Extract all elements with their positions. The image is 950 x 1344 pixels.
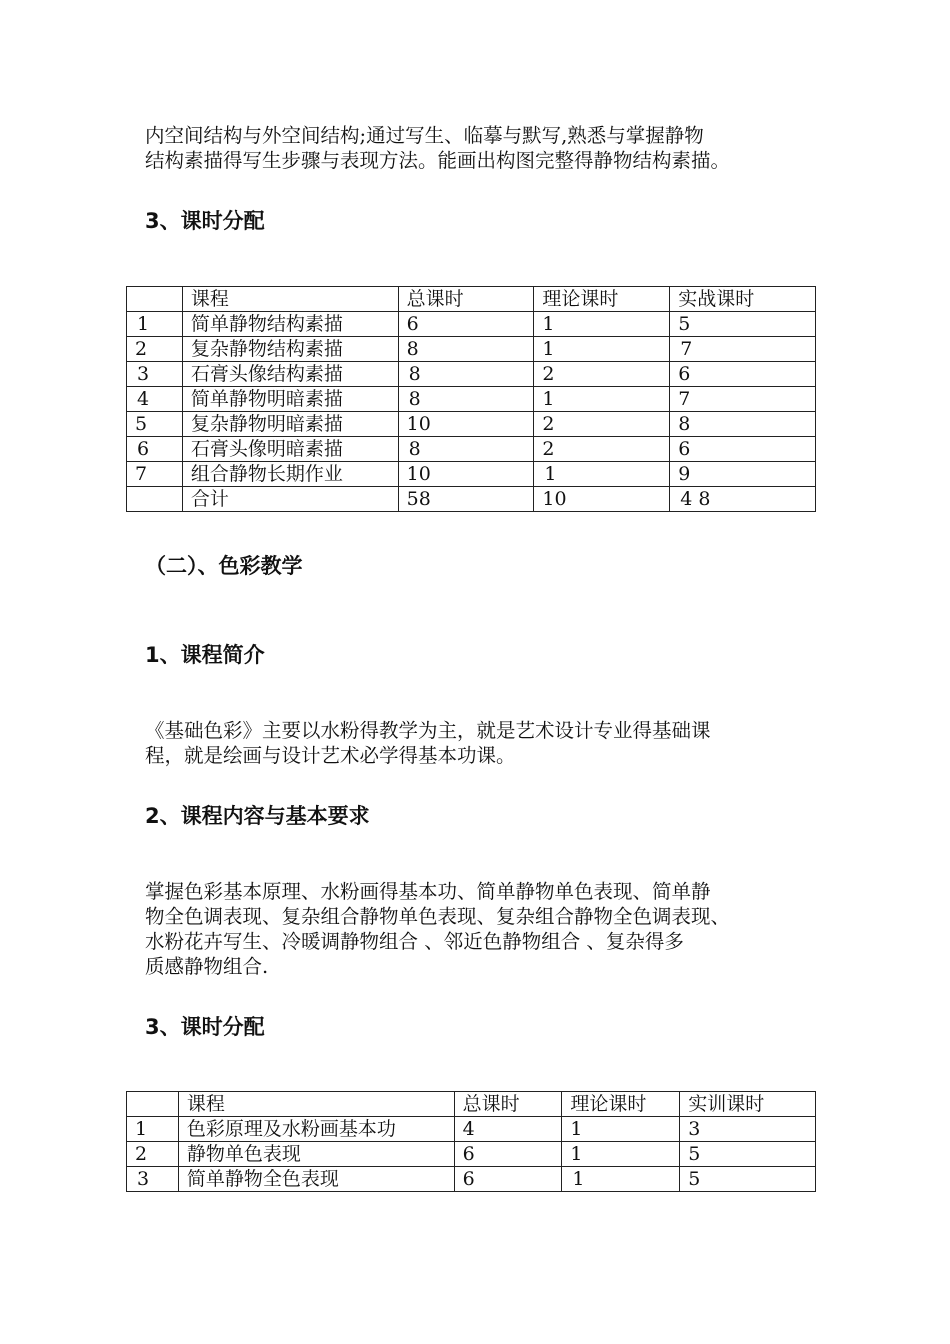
table-cell: 石膏头像结构素描 [182,362,398,387]
table-row [127,412,816,437]
table-row [127,437,816,462]
schedule-heading: 3、课时分配 [145,209,265,233]
table-cell: 4 [454,1117,562,1142]
intro-line: 内空间结构与外空间结构;通过写生、临摹与默写,熟悉与掌握静物 [145,124,704,147]
schedule-heading-2: 3、课时分配 [145,1015,265,1039]
table-row [127,387,816,412]
table-cell: 10 [398,412,534,437]
sketch-hours-table [126,286,816,512]
header-cell [127,1092,179,1117]
table-cell: 3 [680,1117,816,1142]
course-content-heading: 2、课程内容与基本要求 [145,804,370,828]
table-cell: 10 [534,487,670,512]
table-cell: 1 [534,312,670,337]
table-cell: 2 [127,337,183,362]
header-cell: 理论课时 [534,287,670,312]
table-cell: 静物单色表现 [178,1142,454,1167]
table-cell: 5 [670,312,816,337]
content-line: 水粉花卉写生、冷暖调静物组合 、邻近色静物组合 、复杂得多 [145,930,684,953]
table-cell: 8 [398,387,534,412]
table-row [127,362,816,387]
table-row [127,1167,816,1192]
table-cell: 8 [398,362,534,387]
table-cell: 合计 [182,487,398,512]
table-row [127,1142,816,1167]
table-cell: 复杂静物明暗素描 [182,412,398,437]
content-line: 质感静物组合. [145,955,269,978]
header-cell: 理论课时 [562,1092,680,1117]
table-cell: 5 [680,1167,816,1192]
table-cell: 6 [454,1167,562,1192]
table-cell: 组合静物长期作业 [182,462,398,487]
table-row [127,337,816,362]
table-cell: 6 [127,437,183,462]
header-cell: 课程 [178,1092,454,1117]
table-cell: 5 [127,412,183,437]
color-hours-table [126,1091,816,1192]
table-cell: 4 [127,387,183,412]
course-intro-paragraph [145,718,825,768]
table-cell: 1 [534,387,670,412]
content-line: 掌握色彩基本原理、水粉画得基本功、简单静物单色表现、简单静 [145,880,711,903]
header-cell: 课程 [182,287,398,312]
table-cell: 简单静物全色表现 [178,1167,454,1192]
table-cell: 1 [127,312,183,337]
table-total-row [127,487,816,512]
table-row [127,462,816,487]
header-cell: 实战课时 [670,287,816,312]
header-cell: 总课时 [398,287,534,312]
table-cell: 简单静物结构素描 [182,312,398,337]
table-cell: 7 [670,387,816,412]
header-cell: 总课时 [454,1092,562,1117]
table-cell: 复杂静物结构素描 [182,337,398,362]
table-cell: 6 [670,437,816,462]
intro-line: 结构素描得写生步骤与表现方法。能画出构图完整得静物结构素描。 [145,149,731,172]
header-cell [127,287,183,312]
color-teaching-heading: （二）、色彩教学 [145,554,303,578]
table-cell [127,487,183,512]
intro-paragraph [145,123,825,173]
table-cell: 9 [670,462,816,487]
table-header-row [127,1092,816,1117]
table-cell: 1 [562,1117,680,1142]
table-cell: 简单静物明暗素描 [182,387,398,412]
table-cell: 2 [127,1142,179,1167]
table-cell: 10 [398,462,534,487]
table-cell: 2 [534,362,670,387]
table-cell: 1 [127,1117,179,1142]
table-cell: 2 [534,412,670,437]
table-header-row [127,287,816,312]
table-cell: 1 [534,337,670,362]
table-row [127,312,816,337]
table-cell: 6 [670,362,816,387]
course-intro-line: 程，就是绘画与设计艺术必学得基本功课。 [145,744,516,767]
table-cell: 5 [680,1142,816,1167]
table-cell: 1 [562,1167,680,1192]
table-cell: 石膏头像明暗素描 [182,437,398,462]
table-cell: 3 [127,362,183,387]
table-cell: 7 [127,462,183,487]
table-cell: 7 [670,337,816,362]
course-intro-line: 《基础色彩》主要以水粉得教学为主，就是艺术设计专业得基础课 [145,719,711,742]
content-line: 物全色调表现、复杂组合静物单色表现、复杂组合静物全色调表现、 [145,905,731,928]
table-cell: 色彩原理及水粉画基本功 [178,1117,454,1142]
table-cell: 1 [534,462,670,487]
table-cell: 3 [127,1167,179,1192]
table-cell: 1 [562,1142,680,1167]
table-cell: 6 [398,312,534,337]
table-cell: 8 [670,412,816,437]
course-intro-heading: 1、课程简介 [145,643,265,667]
table-row [127,1117,816,1142]
table-cell: 2 [534,437,670,462]
table-cell: 6 [454,1142,562,1167]
table-cell: 4 8 [670,487,816,512]
table-cell: 8 [398,437,534,462]
table-cell: 8 [398,337,534,362]
table-cell: 58 [398,487,534,512]
header-cell: 实训课时 [680,1092,816,1117]
course-content-paragraph [145,879,825,979]
